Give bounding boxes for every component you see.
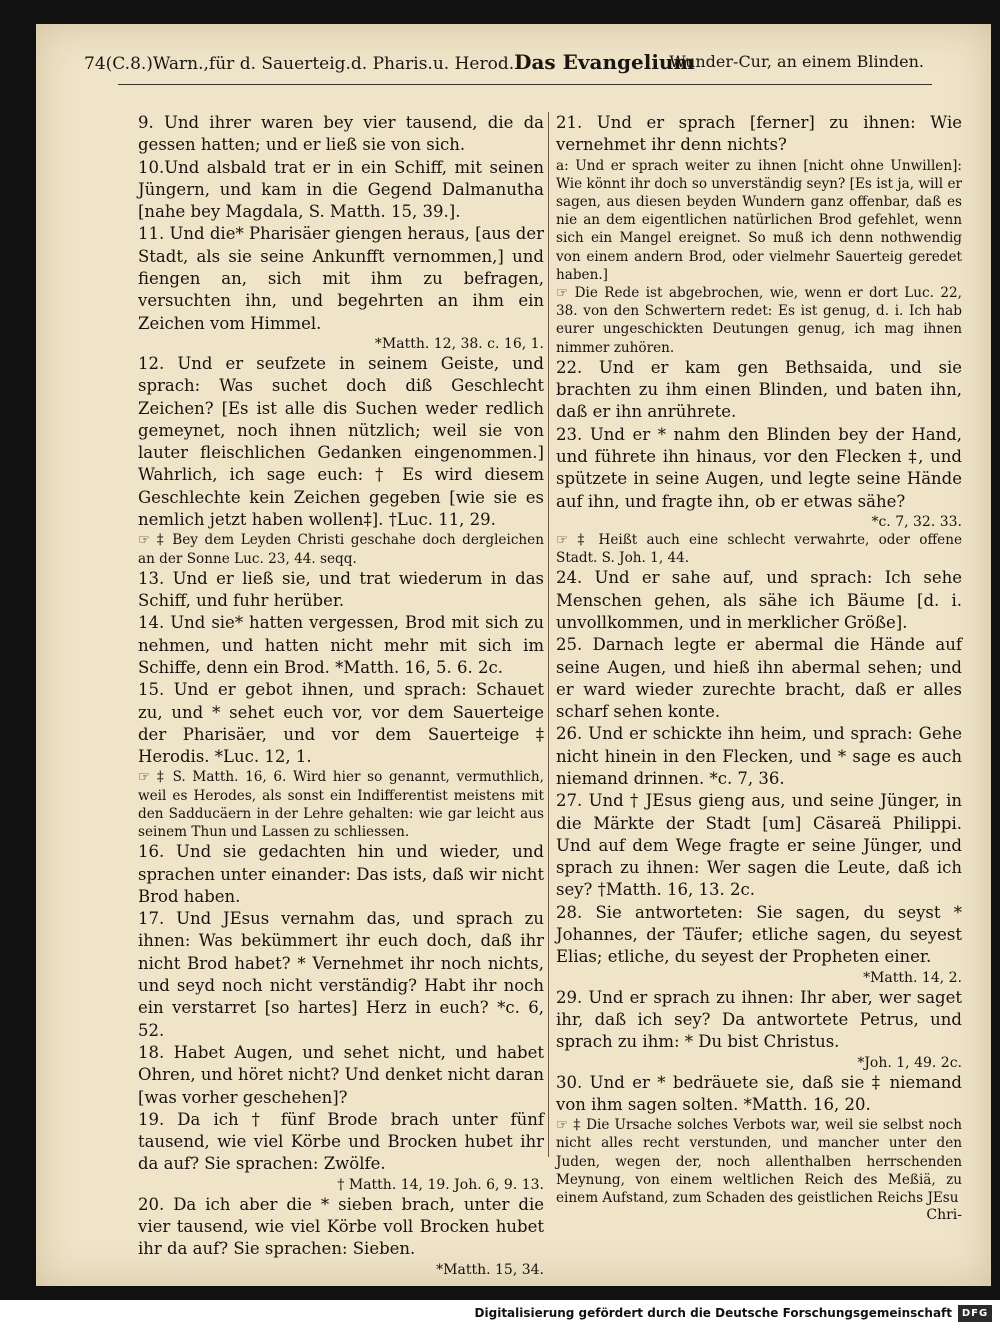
cross-reference: *Matth. 15, 34. — [436, 1261, 544, 1278]
commentary-note: a: Und er sprach weiter zu ihnen [nicht ohne Unwillen]: Wie könnt ihr doch so unverständig seyn? [Es ist ja, will er sagen, aus diesen beyden Wundern ganz offenbar, daß es nie an dem eigentlichen natürlichen Brod gefehlet, wenn sich ein Mangel ereignet. So muß ich denn nothwendig von einem andern Brod, oder vielmehr Sauerteig geredet haben.] — [556, 157, 962, 283]
header-right: Wunder-Cur, an einem Blinden. — [669, 52, 924, 71]
verse: 17. Und JEsus vernahm das, und sprach zu ihnen: Was bekümmert ihr euch doch, daß ihr nicht Brod habet? * Vernehmet ihr noch nichts, und seyd noch nicht verständig? Habt ihr noch ein verstarret [so hartes] Herz in euch? *c. 6, 52. — [138, 909, 544, 1040]
funding-notice: Digitalisierung gefördert durch die Deutsche Forschungsgemeinschaft — [474, 1306, 952, 1320]
cross-reference: *Matth. 12, 38. c. 16, 1. — [374, 335, 544, 352]
verse: 22. Und er kam gen Bethsaida, und sie brachten zu ihm einen Blinden, und baten ihn, daß er ihn anrührete. — [556, 357, 962, 422]
dfg-logo: DFG — [958, 1305, 992, 1322]
catchword: Chri- — [926, 1207, 962, 1224]
verse: 28. Sie antworteten: Sie sagen, du seyst * Johannes, der Täufer; etliche sagen, du seyest Elias; etliche, du seyest der Propheten einer. — [556, 902, 962, 967]
verse: 10.Und alsbald trat er in ein Schiff, mit seinen Jüngern, und kam in die Gegend Dalmanutha [nahe bey Magdala, S. Matth. 15, 39.]. — [138, 157, 544, 222]
verse: 29. Und er sprach zu ihnen: Ihr aber, wer saget ihr, daß ich sey? Da antwortete Petrus, und sprach zu ihm: * Du bist Christus. — [556, 987, 962, 1052]
right-column — [556, 112, 962, 1223]
verse: 25. Darnach legte er abermal die Hände auf seine Augen, und hieß ihn abermal sehen; und er ward wieder zurechte bracht, daß er alles scharf sehen konte. — [556, 635, 962, 722]
verse: 20. Da ich aber die * sieben brach, unter die vier tausend, wie viel Körbe voll Brocken hubet ihr da auf? Sie sprachen: Sieben. — [138, 1194, 544, 1259]
verse: 21. Und er sprach [ferner] zu ihnen: Wie vernehmet ihr denn nichts? — [556, 113, 962, 155]
verse: 9. Und ihrer waren bey vier tausend, die da gessen hatten; und er ließ sie von sich. — [138, 113, 544, 155]
header-title: Das Evangelium — [514, 50, 695, 74]
verse: 13. Und er ließ sie, und trat wiederum in das Schiff, und fuhr herüber. — [138, 568, 544, 611]
verse: 26. Und er schickte ihn heim, und sprach: Gehe nicht hinein in den Flecken, und * sage es auch niemand drinnen. *c. 7, 36. — [556, 724, 962, 788]
cross-reference: † Matth. 14, 19. Joh. 6, 9. 13. — [337, 1176, 544, 1193]
left-column — [138, 112, 544, 1279]
verse: 24. Und er sahe auf, und sprach: Ich sehe Menschen gehen, als sähe ich Bäume [d. i. unvollkommen, und in merklicher Größe]. — [556, 568, 962, 632]
running-header — [84, 50, 924, 80]
verse: 15. Und er gebot ihnen, und sprach: Schauet zu, und * sehet euch vor, vor dem Sauerteige der Pharisäer, und vor dem Sauerteige ‡ Herodis. *Luc. 12, 1. — [138, 680, 544, 767]
verse: 11. Und die* Pharisäer giengen heraus, [aus der Stadt, als sie seine Ankunfft vernommen,] und fiengen an, sich mit ihm zu befragen, versuchten ihn, und begehrten an ihm ein Zeichen vom Himmel. — [138, 224, 544, 333]
verse: 16. Und sie gedachten hin und wieder, und sprachen unter einander: Das ists, daß wir nicht Brod haben. — [138, 842, 544, 906]
cross-reference: *Joh. 1, 49. 2c. — [857, 1054, 962, 1071]
commentary-note: ☞ ‡ S. Matth. 16, 6. Wird hier so genannt, vermuthlich, weil es Herodes, als sonst ein Indifferentist meistens mit den Sadducäern in der Lehre gehalten: wie gar leicht aus seinem Thun und Lassen zu schliessen. — [138, 769, 544, 841]
verse: 23. Und er * nahm den Blinden bey der Hand, und führete ihn hinaus, vor den Flecken ‡, und spützete in seine Augen, und legte seine Hände auf ihn, und fragte ihn, ob er etwas sähe? — [556, 424, 962, 511]
commentary-note: ☞ ‡ Heißt auch eine schlecht verwahrte, oder offene Stadt. S. Joh. 1, 44. — [556, 531, 962, 567]
commentary-note: ☞ ‡ Bey dem Leyden Christi geschahe doch dergleichen an der Sonne Luc. 23, 44. seqq. — [138, 532, 544, 567]
verse: 27. Und † JEsus gieng aus, und seine Jünger, in die Märkte der Stadt [um] Cäsareä Philippi. Und auf dem Wege fragte er seine Jünger, und sprach zu ihnen: Wer sagen die Leute, daß ich sey? †Matth. 16, 13. 2c. — [556, 791, 962, 900]
footer-bar — [0, 1300, 1000, 1328]
verse: 30. Und er * bedräuete sie, daß sie ‡ niemand von ihm sagen solten. *Matth. 16, 20. — [556, 1072, 962, 1114]
verse: 18. Habet Augen, und sehet nicht, und habet Ohren, und höret nicht? Und denket nicht daran [was vorher geschehen]? — [138, 1042, 544, 1107]
verse: 19. Da ich † fünf Brode brach unter fünf tausend, wie viel Körbe und Brocken hubet ihr da auf? Sie sprachen: Zwölfe. — [138, 1109, 544, 1174]
header-rule — [118, 84, 932, 85]
cross-reference: *c. 7, 32. 33. — [871, 513, 962, 530]
cross-reference: *Matth. 14, 2. — [863, 969, 962, 986]
verse: 14. Und sie* hatten vergessen, Brod mit sich zu nehmen, und hatten nicht mehr mit sich im Schiffe, denn ein Brod. *Matth. 16, 5. 6. 2c. — [138, 613, 544, 677]
header-left: 74(C.8.)Warn.,für d. Sauerteig.d. Pharis.u. Herod. — [84, 54, 515, 74]
column-divider — [548, 112, 549, 1157]
commentary-note: ☞ ‡ Die Ursache solches Verbots war, weil sie selbst noch nicht alles recht verstunden, und mancher unter den Juden, wegen der, noch allenthalben herrschenden Meynung, von einem weltlichen Reich des Meßiä, zu einem Aufstand, zum Schaden des geistlichen Reichs JEsu — [556, 1117, 962, 1206]
commentary-note: ☞ Die Rede ist abgebrochen, wie, wenn er dort Luc. 22, 38. von den Schwertern redet: Es ist genug, d. i. Ich hab eurer ungeschickten Deutungen genug, ich mag ihnen nimmer zuhören. — [556, 285, 962, 356]
verse: 12. Und er seufzete in seinem Geiste, und sprach: Was suchet doch diß Geschlecht Zeichen? [Es ist alle dis Suchen weder redlich gemeynet, noch ihnen nützlich; weil sie von lauter fleischlichen Gedanken eingenommen.] Wahrlich, ich sage euch: † Es wird diesem Geschlechte kein Zeichen gegeben [wie sie es nemlich jetzt haben wollen‡]. †Luc. 11, 29. — [138, 353, 544, 530]
